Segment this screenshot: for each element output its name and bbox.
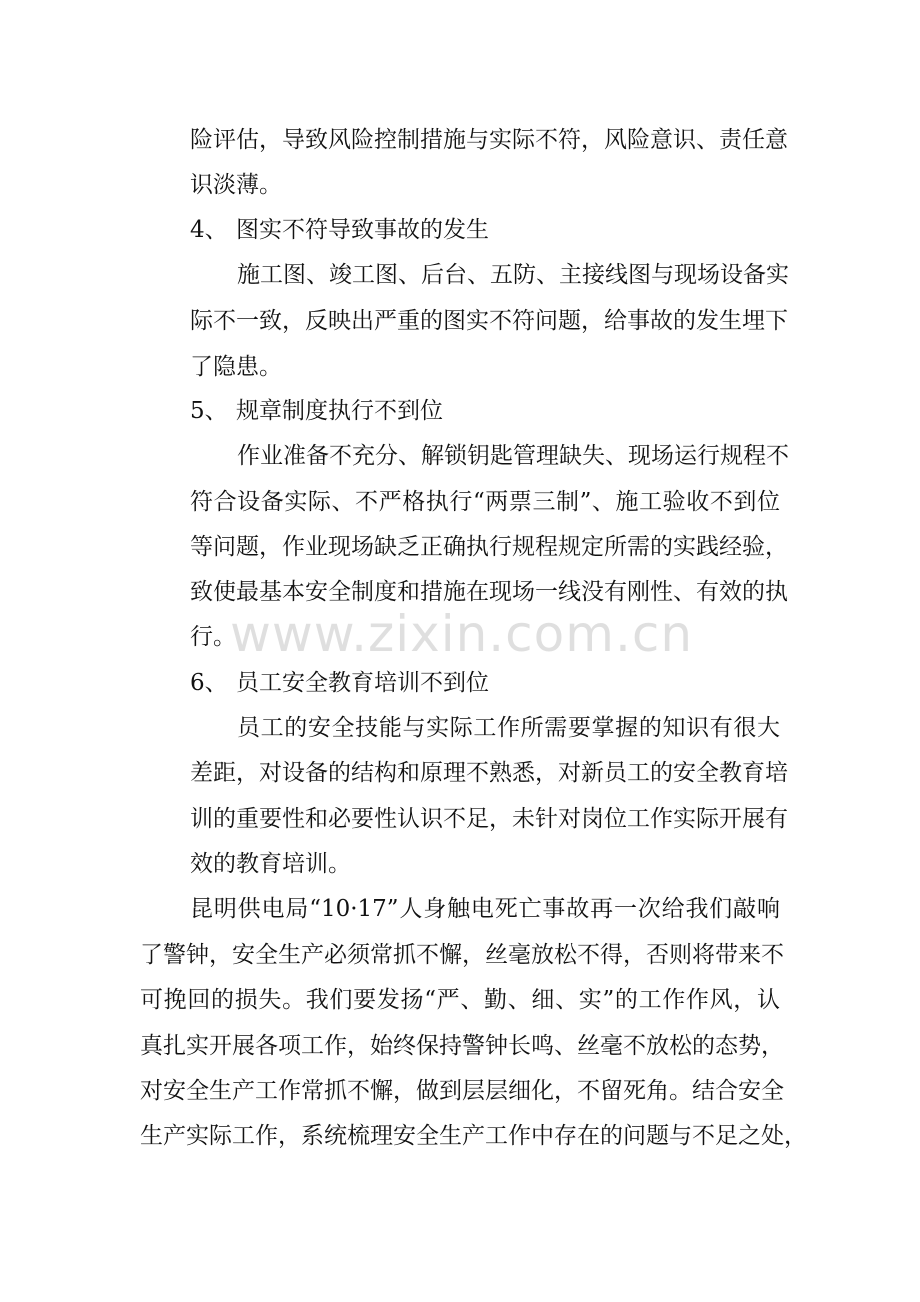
heading-number: 6、 [190,670,228,696]
text-line: 作业准备不充分、解锁钥匙管理缺失、现场运行规程不 [237,443,789,469]
text-line: 行。 [190,624,236,650]
text-line: 差距，对设备的结构和原理不熟悉，对新员工的安全教育培 [190,760,788,786]
heading-number: 4、 [190,217,228,243]
text-line: 对安全生产工作常抓不懈，做到层层细化，不留死角。结合安全 [140,1078,784,1104]
text-line: 致使最基本安全制度和措施在现场一线没有刚性、有效的执 [190,579,788,605]
watermark: www.zixin.com.cn [230,605,694,663]
heading-text: 规章制度执行不到位 [236,398,443,424]
text-line: 训的重要性和必要性认识不足，未针对岗位工作实际开展有 [190,806,788,832]
text-line: 际不一致，反映出严重的图实不符问题，给事故的发生埋下 [190,308,788,334]
text-line: 效的教育培训。 [190,851,351,877]
text-line: 生产实际工作，系统梳理安全生产工作中存在的问题与不足之处， [140,1123,807,1149]
text-line: 险评估，导致风险控制措施与实际不符，风险意识、责任意 [190,127,788,153]
text-line: 员工的安全技能与实际工作所需要掌握的知识有很大 [237,715,780,741]
heading-text: 图实不符导致事故的发生 [236,217,489,243]
text-line: 昆明供电局“10·17”人身触电死亡事故再一次给我们敲响 [190,896,780,922]
text-line: 了隐患。 [190,354,282,380]
section-heading [190,668,489,698]
text-line: 了警钟，安全生产必须常抓不懈，丝毫放松不得，否则将带来不 [140,942,784,968]
text-line: 符合设备实际、不严格执行“两票三制”、施工验收不到位 [190,489,780,515]
text-line: 真扎实开展各项工作，始终保持警钟长鸣、丝毫不放松的态势， [140,1033,784,1059]
text-line: 施工图、竣工图、后台、五防、主接线图与现场设备实 [237,262,789,288]
text-line: 可挽回的损失。我们要发扬“严、勤、细、实”的工作作风，认 [140,987,780,1013]
section-heading [190,396,443,426]
text-line: 识淡薄。 [190,172,282,198]
text-line: 等问题，作业现场缺乏正确执行规程规定所需的实践经验， [190,534,788,560]
heading-number: 5、 [190,398,228,424]
section-heading [190,215,489,245]
heading-text: 员工安全教育培训不到位 [236,670,489,696]
